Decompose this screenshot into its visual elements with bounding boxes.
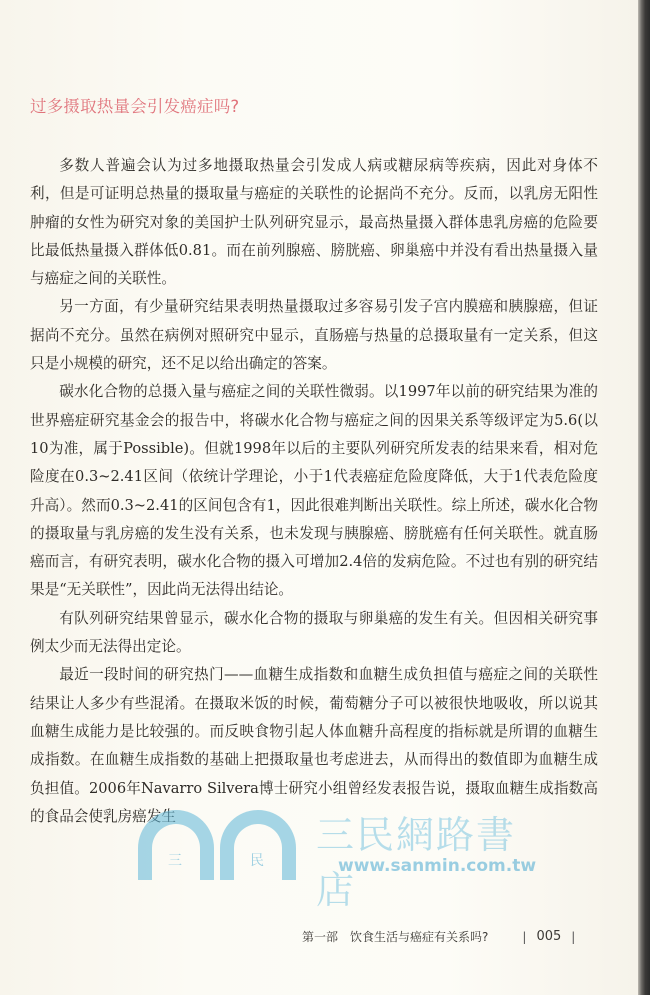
paragraph: 碳水化合物的总摄入量与癌症之间的关联性微弱。以1997年以前的研究结果为准的世界癌症研究基金会的报告中，将碳水化合物与癌症之间的因果关系等级评定为5.6(以10为准，属于Possible)。但就1998年以后的主要队列研究所发表的结果来看，相对危险度在0.3~2.41区间（依统计学理论，小于1代表癌症危险度降低，大于1代表危险度升高）。然而0.3~2.41的区间包含有1，因此很难判断出关联性。综上所述，碳水化合物的摄取量与乳房癌的发生没有关系，也未发现与胰腺癌、膀胱癌有任何关联性。就直肠癌而言，有研究表明，碳水化合物的摄入可增加2.4倍的发病危险。不过也有别的研究结果是“无关联性”，因此尚无法得出结论。 <box>30 383 598 599</box>
footer-separator: | <box>571 929 576 944</box>
paragraph: 另一方面，有少量研究结果表明热量摄取过多容易引发子宫内膜癌和胰腺癌，但证据尚不充分。虽然在病例对照研究中显示，直肠癌与热量的总摄取量有一定关系，但这只是小规模的研究，还不足以给出确定的答案。 <box>30 298 598 373</box>
footer-part: 第一部 <box>302 930 339 944</box>
watermark-char: 三 <box>168 853 182 869</box>
page-number: 005 <box>536 929 562 944</box>
body-text <box>30 152 598 831</box>
paragraph: 有队列研究结果曾显示，碳水化合物的摄取与卵巢癌的发生有关。但因相关研究事例太少而无法得出定论。 <box>30 609 598 656</box>
watermark-char: 民 <box>250 853 264 869</box>
paragraph: 多数人普遍会认为过多地摄取热量会引发成人病或糖尿病等疾病，因此对身体不利，但是可证明总热量的摄取量与癌症的关联性的论据尚不充分。反而，以乳房无阳性肿瘤的女性为研究对象的美国护士队列研究显示，最高热量摄入群体患乳房癌的危险要比最低热量摄入群体低0.81。而在前列腺癌、膀胱癌、卵巢癌中并没有看出热量摄入量与癌症之间的关联性。 <box>30 157 598 288</box>
page-footer <box>302 928 585 945</box>
page-edge <box>638 0 650 995</box>
paragraph: 最近一段时间的研究热门——血糖生成指数和血糖生成负担值与癌症之间的关联性结果让人多少有些混淆。在摄取米饭的时候，葡萄糖分子可以被很快地吸收，所以说其血糖生成能力是比较强的。而反映食物引起人体血糖升高程度的指标就是所谓的血糖生成指数。在血糖生成指数的基础上把摄取量也考虑进去，从而得出的数值即为血糖生成负担值。2006年Navarro Silvera博士研究小组曾经发表报告说，摄取血糖生成指数高的食品会使乳房癌发生 <box>30 666 598 825</box>
footer-separator: | <box>522 929 527 944</box>
footer-chapter: 饮食生活与癌症有关系吗? <box>350 930 489 944</box>
section-title: 过多摄取热量会引发癌症吗? <box>30 97 240 116</box>
watermark-name: 三民網路書店 <box>316 813 517 912</box>
watermark-url: www.sanmin.com.tw <box>338 856 537 876</box>
